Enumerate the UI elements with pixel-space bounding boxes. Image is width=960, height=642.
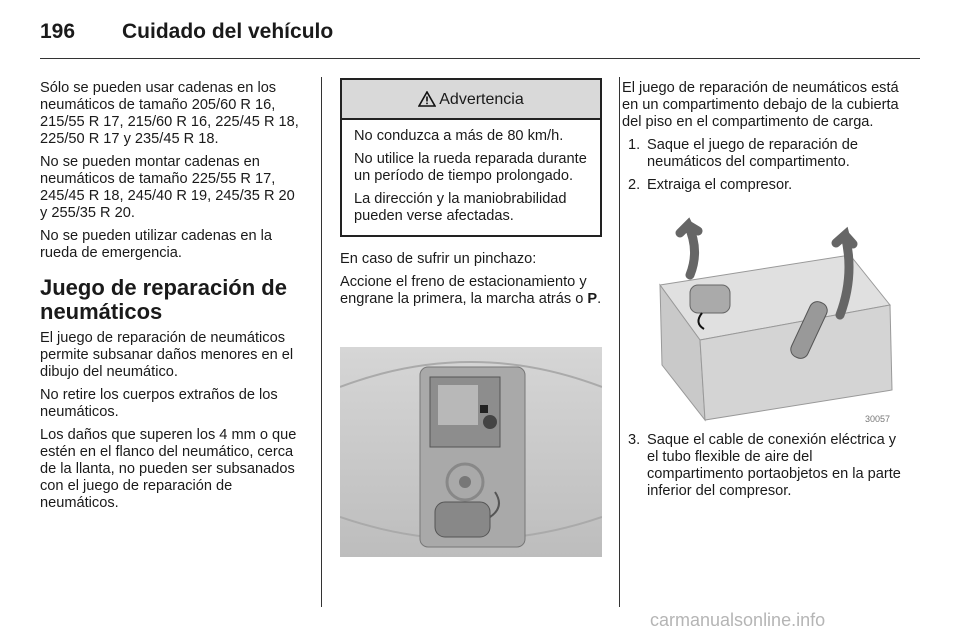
chains-not-allowed-text: No se pueden montar cadenas en neumáticos de tamaño 225/55 R 17, 245/45 R 18, 245/40 R 19, 245/35 R 20 y 255/35 R 20. — [40, 154, 295, 221]
warning-title: Advertencia — [439, 90, 524, 108]
repair-kit-compartment-illustration — [340, 347, 602, 557]
kit-location-text: El juego de reparación de neumáticos está en un compartimento debajo de la cubierta del piso en el compartimento de carga. — [622, 80, 899, 130]
list-item: 2. Extraiga el compresor. — [628, 177, 793, 193]
gear-p-label: P — [587, 291, 598, 307]
puncture-text: En caso de sufrir un pinchazo: — [340, 251, 537, 267]
column-divider-left — [321, 77, 322, 607]
compressor-removal-illustration — [650, 215, 900, 430]
section-heading: Juego de reparación de neumáticos — [40, 275, 287, 324]
damage-limit-text: Los daños que superen los 4 mm o que estén en el flanco del neumático, cerca de la llanta, no pueden ser subsanados con el juego de reparación de neumáticos. — [40, 427, 297, 511]
warning-header — [342, 80, 600, 120]
column-middle — [340, 80, 602, 314]
list-item: 3. Saque el cable de conexión eléctrica y el tubo flexible de aire del compartimento portaobjetos en la parte inferior del compresor. — [628, 432, 901, 499]
warning-item: La dirección y la maniobrabilidad pueden verse afectadas. — [354, 191, 567, 224]
foreign-bodies-text: No retire los cuerpos extraños de los neumáticos. — [40, 387, 278, 420]
repair-kit-intro: El juego de reparación de neumáticos permite subsanar daños menores en el dibujo del neumático. — [40, 330, 294, 380]
figure-code: 30057 — [864, 414, 890, 424]
list-item: 1. Saque el juego de reparación de neumáticos del compartimento. — [628, 137, 858, 170]
column-left — [40, 80, 306, 518]
emergency-wheel-text: No se pueden utilizar cadenas en la rueda de emergencia. — [40, 228, 273, 261]
warning-triangle-icon — [418, 91, 436, 107]
section-title: Cuidado del vehículo — [122, 20, 334, 43]
warning-item: No utilice la rueda reparada durante un período de tiempo prolongado. — [354, 151, 587, 184]
column-divider-right — [619, 77, 620, 607]
page-number: 196 — [40, 20, 76, 43]
warning-body — [342, 120, 600, 235]
chains-allowed-text: Sólo se pueden usar cadenas en los neumáticos de tamaño 205/60 R 16, 215/55 R 17, 215/60 R 16, 225/45 R 18, 225/50 R 17 y 235/45 R 18. — [40, 80, 299, 147]
watermark: carmanualsonline.info — [650, 610, 826, 630]
warning-item: No conduzca a más de 80 km/h. — [354, 128, 564, 144]
warning-box — [340, 78, 602, 237]
parking-brake-text: Accione el freno de estacionamiento y engrane la primera, la marcha atrás o P. — [340, 274, 602, 307]
header-rule — [40, 58, 920, 59]
